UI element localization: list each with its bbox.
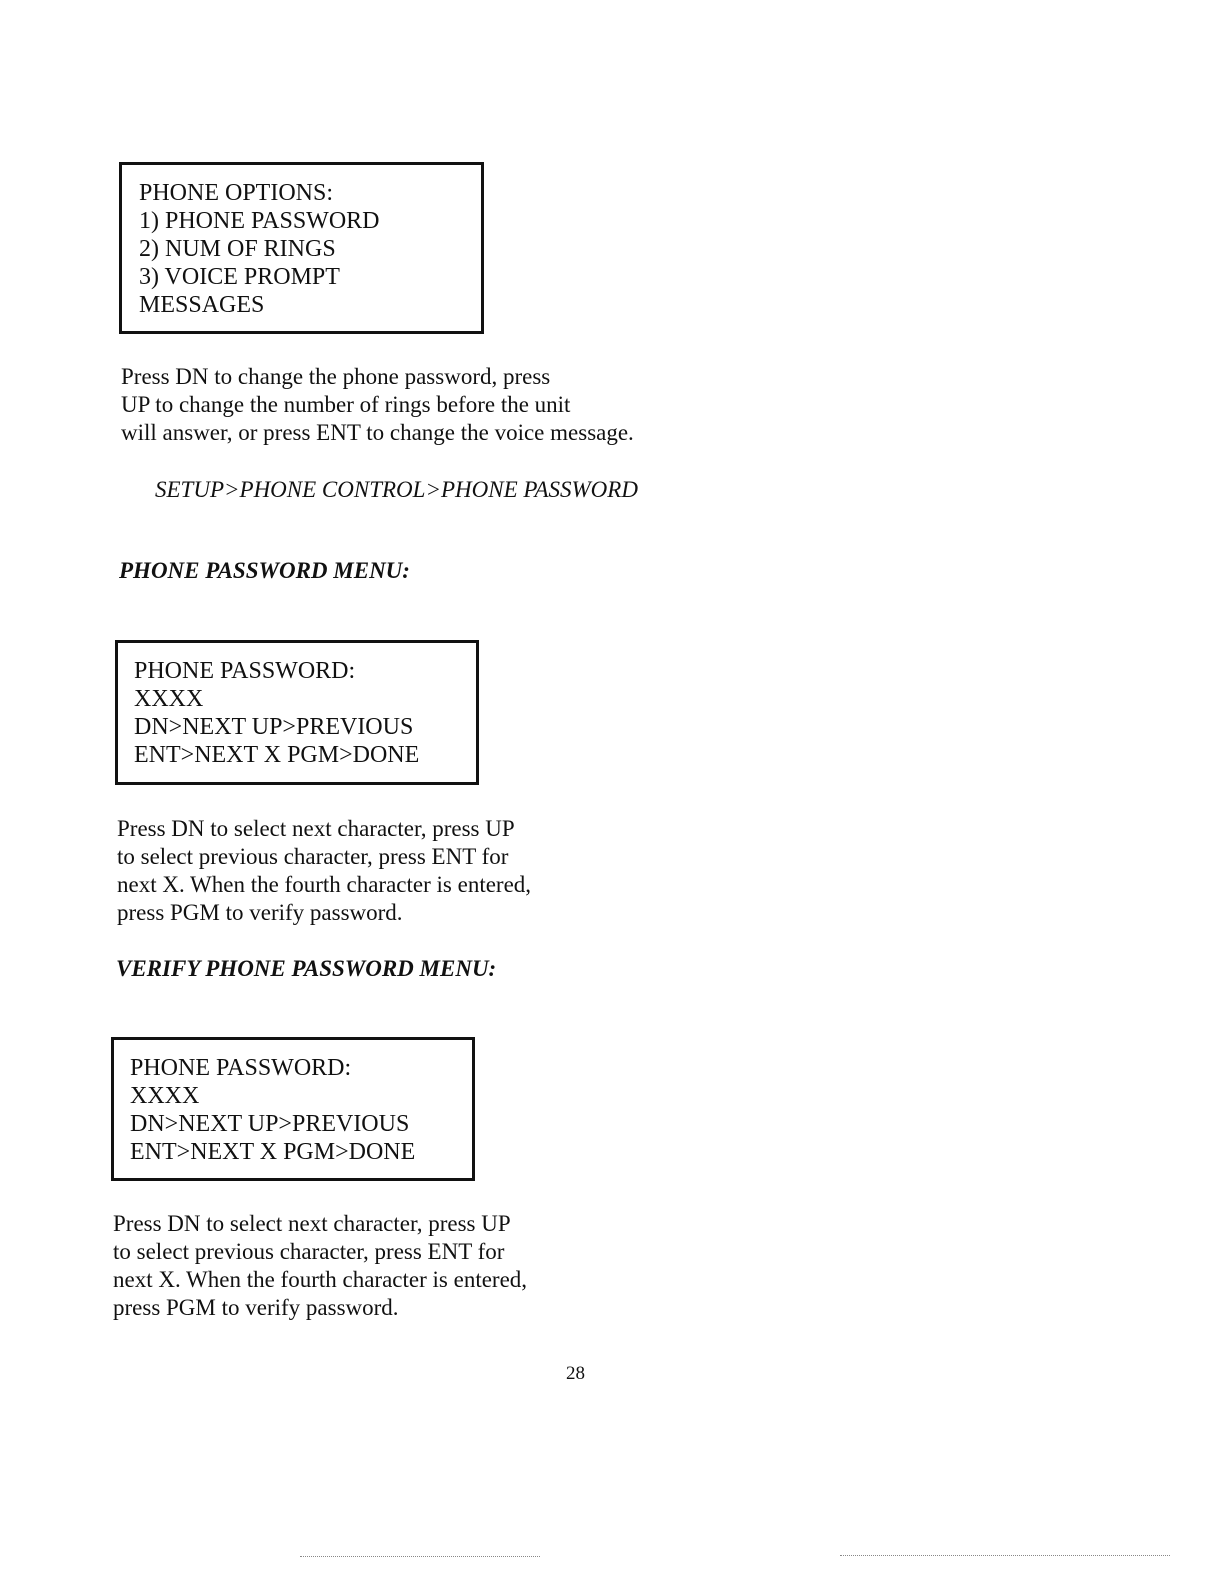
instruction-line: Press DN to select next character, press UP (117, 816, 515, 841)
phone-password-display (115, 640, 479, 785)
phone-options-display (119, 162, 484, 334)
verify-display-done-hint: ENT>NEXT X PGM>DONE (130, 1139, 416, 1165)
page-number: 28 (566, 1363, 585, 1384)
instruction-line: to select previous character, press ENT for (117, 844, 509, 869)
scan-artifact (840, 1555, 1170, 1558)
phone-options-item-password: 1) PHONE PASSWORD (139, 208, 380, 234)
password-display-nav-hint: DN>NEXT UP>PREVIOUS (134, 714, 414, 740)
password-display-value: XXXX (134, 686, 204, 712)
phone-options-item-voice-prompt: 3) VOICE PROMPT (139, 264, 340, 290)
phone-options-title: PHONE OPTIONS: (139, 180, 334, 206)
instruction-line: to select previous character, press ENT for (113, 1239, 505, 1264)
phone-options-item-rings: 2) NUM OF RINGS (139, 236, 336, 262)
password-display-title: PHONE PASSWORD: (134, 658, 356, 684)
instruction-line: press PGM to verify password. (117, 900, 403, 925)
verify-display-nav-hint: DN>NEXT UP>PREVIOUS (130, 1111, 410, 1137)
instruction-line: Press DN to change the phone password, press (121, 364, 551, 389)
phone-options-item-messages: MESSAGES (139, 292, 265, 318)
instruction-line: next X. When the fourth character is entered, (113, 1267, 528, 1292)
instruction-line: press PGM to verify password. (113, 1295, 399, 1320)
verify-display-value: XXXX (130, 1083, 200, 1109)
instruction-line: will answer, or press ENT to change the voice message. (121, 420, 634, 445)
scan-artifact (300, 1556, 540, 1559)
instruction-line: UP to change the number of rings before the unit (121, 392, 571, 417)
phone-password-instructions (117, 815, 531, 927)
verify-password-instructions (113, 1210, 527, 1322)
verify-phone-password-menu-heading: VERIFY PHONE PASSWORD MENU: (116, 956, 497, 981)
instruction-line: next X. When the fourth character is entered, (117, 872, 532, 897)
menu-path: SETUP>PHONE CONTROL>PHONE PASSWORD (155, 477, 638, 502)
password-display-done-hint: ENT>NEXT X PGM>DONE (134, 742, 420, 768)
verify-password-display (111, 1037, 475, 1181)
phone-options-instructions (121, 363, 634, 447)
verify-display-title: PHONE PASSWORD: (130, 1055, 352, 1081)
phone-password-menu-heading: PHONE PASSWORD MENU: (119, 558, 410, 583)
instruction-line: Press DN to select next character, press UP (113, 1211, 511, 1236)
